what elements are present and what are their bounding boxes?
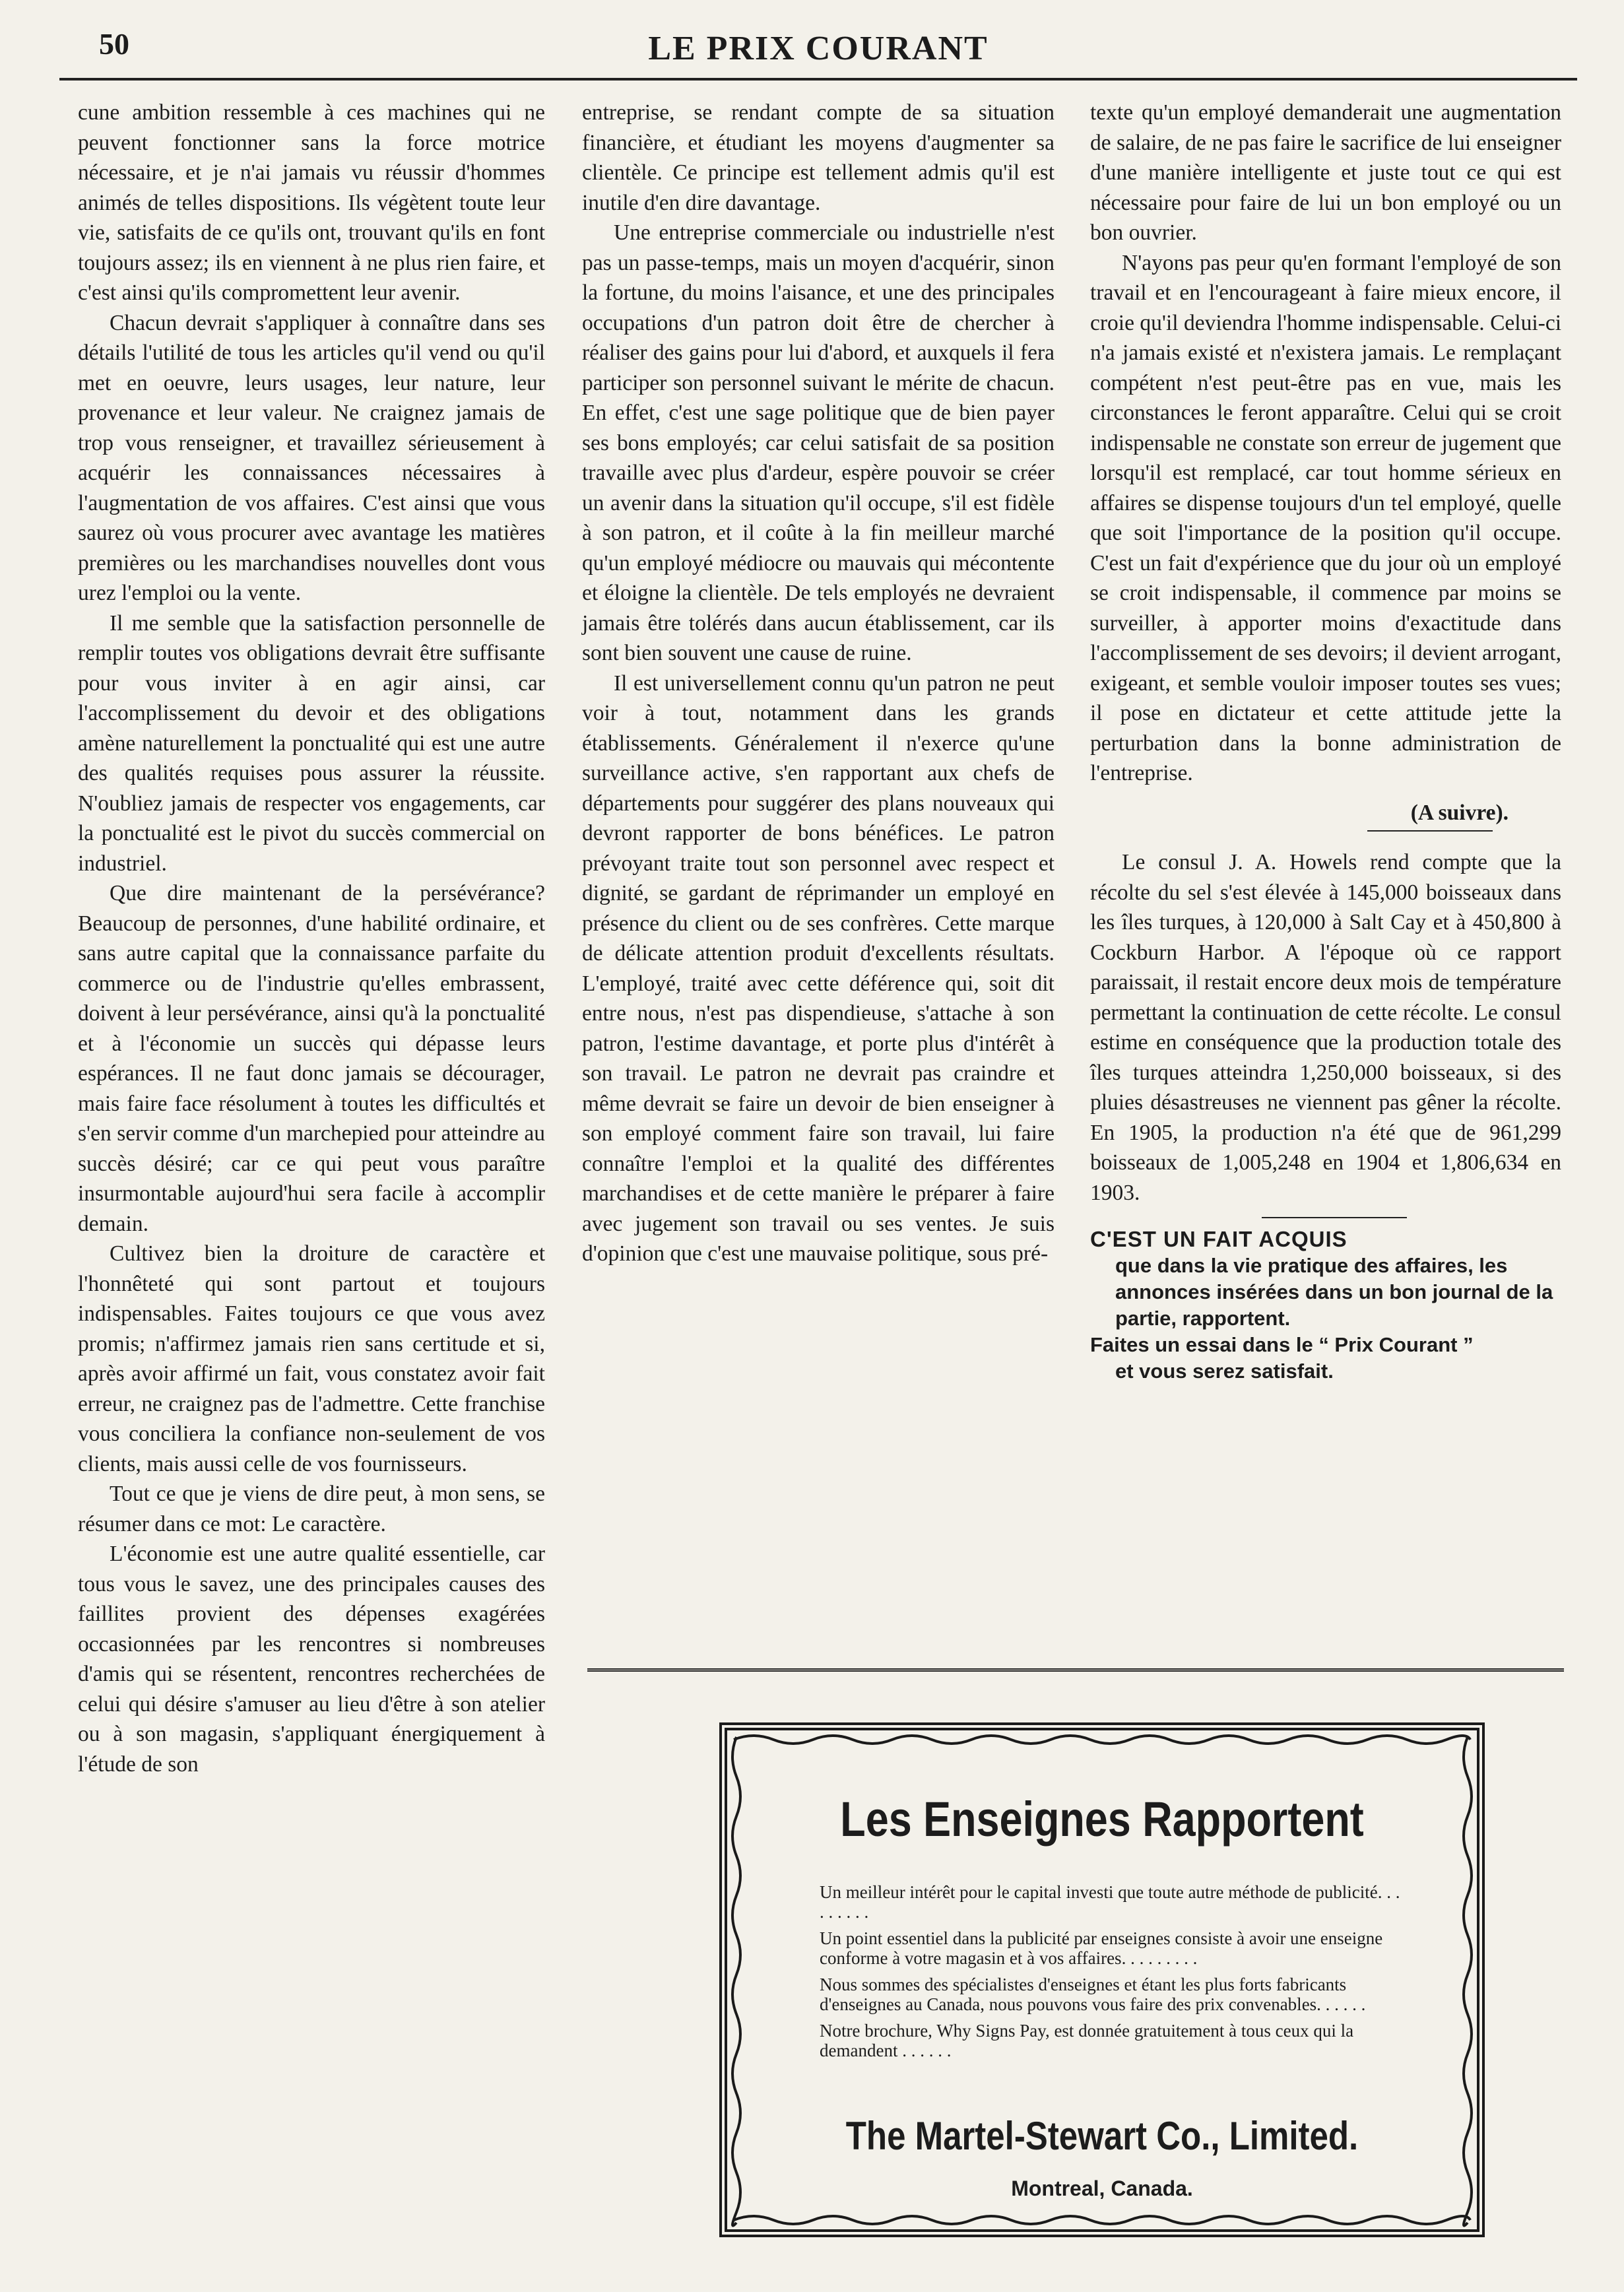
- ad-body: [820, 1882, 1407, 2067]
- ad-title: Les Enseignes Rapportent: [840, 1792, 1364, 1847]
- paragraph: texte qu'un employé demanderait une augmentation de salaire, de ne pas faire le sacrifice de lui enseigner d'une manière intelligente et juste tout ce qui est nécessaire pour faire de lui un bon employé ou un bon ouvrier.: [1090, 100, 1561, 245]
- fait-acquis-heading: C'EST UN FAIT ACQUIS: [1090, 1227, 1348, 1251]
- divider: [1262, 1217, 1407, 1218]
- journal-title: LE PRIX COURANT: [648, 30, 989, 67]
- paragraph: Cultivez bien la droiture de caractère et l'honnêteté qui sont partout et toujours indispensables. Faites toujours ce que vous avez promis; n'affirmez jamais rien sans certitude et si, après avoir affirmé un fait, vous constatez avoir fait erreur, ne craignez pas de l'admettre. Cette franchise vous conciliera la confiance non-seulement de vos clients, mais aussi celle de vos fournisseurs.: [78, 1241, 545, 1476]
- ad-item: Nous sommes des spécialistes d'enseignes et étant les plus forts fabricants d'enseignes au Canada, nous pouvons vous faire des prix convenables. . . . . .: [820, 1975, 1366, 2014]
- ad-item: Notre brochure, Why Signs Pay, est donnée gratuitement à tous ceux qui la demandent . . . . . .: [820, 2021, 1354, 2060]
- paragraph: cune ambition ressemble à ces machines qui ne peuvent fonctionner sans la force motrice nécessaire, et je n'ai jamais vu réussir d'hommes animés de telles dispositions. Ils végètent toute leur vie, satisfaits de ce qu'ils ont, trouvant qu'ils en font toujours assez; ils en viennent à ne plus rien faire, et c'est ainsi qu'ils compromettent leur avenir.: [78, 100, 545, 305]
- paragraph: Il est universellement connu qu'un patron ne peut voir à tout, notamment dans les grands établissements. Généralement il n'exerce qu'une surveillance active, s'en rapportant aux chefs de départements pour suggérer des plans nouveaux qui devront rapporter de bons bénéfices. Le patron prévoyant traite tout son personnel avec respect et dignité, se gardant de réprimander un employé en présence du client ou de ses confrères. Cette marque de délicate attention produit d'excellents résultats. L'employé, traité avec cette déférence qui, soit dit entre nous, n'est pas dispendieuse, s'attache à son patron, l'estime davantage, et porte plus d'intérêt à son travail. Le patron ne devrait pas craindre et même devrait se faire un devoir de bien enseigner à son employé comment faire son travail, lui faire connaître l'emploi et la qualité des différentes marchandises et de cette manière le préparer à faire avec jugement son travail ou ses ventes. Je suis d'opinion que c'est une mauvaise politique, sous pré-: [582, 671, 1055, 1266]
- fait-acquis-line: Faites un essai dans le “ Prix Courant ”: [1090, 1333, 1474, 1356]
- to-be-continued: (A suivre).: [1410, 800, 1509, 825]
- article-column-2: [582, 98, 1055, 1269]
- fait-acquis-line: et vous serez satisfait.: [1115, 1359, 1334, 1383]
- article-column-1: [78, 98, 545, 1779]
- divider: [1367, 830, 1493, 832]
- paragraph: entreprise, se rendant compte de sa situation financière, et étudiant les moyens d'augmenter sa clientèle. Ce principe est tellement admis qu'il est inutile d'en dire davantage.: [582, 100, 1055, 215]
- advertisement-box: [719, 1722, 1485, 2237]
- paragraph: N'ayons pas peur qu'en formant l'employé de son travail et en l'encourageant à faire mieux encore, il croie qu'il deviendra l'homme indispensable. Celui-ci n'a jamais existé et n'existera jamais. Le remplaçant compétent n'est peut-être pas en vue, mais les circonstances le feront apparaître. Celui qui se croit indispensable ne constate son erreur de jugement que lorsqu'il est remplacé, car tout homme sérieux en affaires se dispense toujours d'un tel employé, quelle que soit l'importance de la position qu'il occupe. C'est un fait d'expérience que du jour où un employé se croit indispensable, il commence par moins se surveiller, à apporter moins d'exactitude dans l'accomplissement de ses devoirs; il devient arrogant, exigeant, et semble vouloir imposer toutes ses vues; il pose en dictateur et cette attitude jette la perturbation dans la bonne administration de l'entreprise.: [1090, 250, 1561, 785]
- section-divider: [587, 1668, 1564, 1672]
- ad-company-city: Montreal, Canada.: [1011, 2177, 1193, 2200]
- article-column-3: [1090, 98, 1561, 1385]
- consul-paragraph: Le consul J. A. Howels rend compte que la récolte du sel s'est élevée à 145,000 boisseaux dans les îles turques, à 120,000 à Salt Cay et à 450,800 à Cockburn Harbor. A l'époque où ce rapport paraissait, il restait encore deux mois de température permettant la continuation de cette récolte. Le consul estime en conséquence que la production totale des îles turques atteindra 1,250,000 boisseaux, si des pluies désastreuses ne viennent pas gêner la récolte. En 1905, la production n'a été que de 961,299 boisseaux de 1,005,248 en 1904 et 1,806,634 en 1903.: [1090, 850, 1561, 1205]
- paragraph: Tout ce que je viens de dire peut, à mon sens, se résumer dans ce mot: Le caractère.: [78, 1482, 545, 1536]
- paragraph: Une entreprise commerciale ou industrielle n'est pas un passe-temps, mais un moyen d'acquérir, sinon la fortune, du moins l'aisance, et une des principales occupations d'un patron doit être de chercher à réaliser des gains pour lui d'abord, et auxquels il fera participer son personnel suivant le mérite de chacun. En effet, c'est une sage politique que de bien payer ses bons employés; car celui satisfait de sa position travaille avec plus d'ardeur, espère pouvoir se créer un avenir dans la situation qu'il occupe, s'il est fidèle à son patron, et il coûte à la fin meilleur marché qu'un employé médiocre ou mauvais qui mécontente et éloigne la clientèle. De tels employés ne devraient jamais être tolérés dans aucun établissement, car ils sont bien souvent une cause de ruine.: [582, 220, 1055, 665]
- paragraph: Que dire maintenant de la persévérance? Beaucoup de personnes, d'une habilité ordinaire, et sans autre capital que la connaissance parfaite du commerce ou de l'industrie qu'elles embrassent, doivent à leur persévérance, ainsi qu'à la ponctualité et à l'économie un succès qui dépasse leurs espérances. Il ne faut donc jamais se décourager, mais faire face résolument à toutes les difficultés et s'en servir comme d'un marchepied pour atteindre au succès désiré; car ce qui peut vous paraître insurmontable aujourd'hui sera facile à accomplir demain.: [78, 881, 545, 1236]
- ad-company-name: The Martel-Stewart Co., Limited.: [845, 2114, 1359, 2158]
- fait-acquis-line: que dans la vie pratique des affaires, les annonces insérées dans un bon journal de la partie, rapportent.: [1115, 1254, 1553, 1330]
- paragraph: Il me semble que la satisfaction personnelle de remplir toutes vos obligations devrait être suffisante pour vous inviter à en agir ainsi, car l'accomplissement du devoir et des obligations amène naturellement la ponctualité qui est une autre des qualités requises pous assurer la réussite. N'oubliez jamais de respecter vos engagements, car la ponctualité est le pivot du succès commercial on industriel.: [78, 610, 545, 876]
- fait-acquis-notice: [1090, 1226, 1561, 1385]
- ad-item: Un meilleur intérêt pour le capital investi que toute autre méthode de publicité. . . . . . . . .: [820, 1882, 1400, 1922]
- paragraph: L'économie est une autre qualité essentielle, car tous vous le savez, une des principales causes des faillites provient des dépenses exagérées occasionnées par les rencontres si nombreuses d'amis qui se résentent, rencontres recherchées de celui qui désire s'amuser au lieu d'être à son atelier ou à son magasin, s'appliquant énergiquement à l'étude de son: [78, 1542, 545, 1777]
- paragraph: Chacun devrait s'appliquer à connaître dans ses détails l'utilité de tous les articles qu'il vend ou qu'il met en oeuvre, leurs usages, leur nature, leur provenance et leur valeur. Ne craignez jamais de trop vous renseigner, et travaillez sérieusement à acquérir les connaissances nécessaires à l'augmentation de vos affaires. C'est ainsi que vous saurez où vous procurer avec avantage les matières premières ou les marchandises nouvelles dont vous urez l'emploi ou la vente.: [78, 310, 545, 605]
- ad-item: Un point essentiel dans la publicité par enseignes consiste à avoir une enseigne conforme à votre magasin et à vos affaires. . . . . . . . .: [820, 1928, 1383, 1968]
- page-number: 50: [99, 27, 129, 61]
- page-header: [59, 18, 1577, 81]
